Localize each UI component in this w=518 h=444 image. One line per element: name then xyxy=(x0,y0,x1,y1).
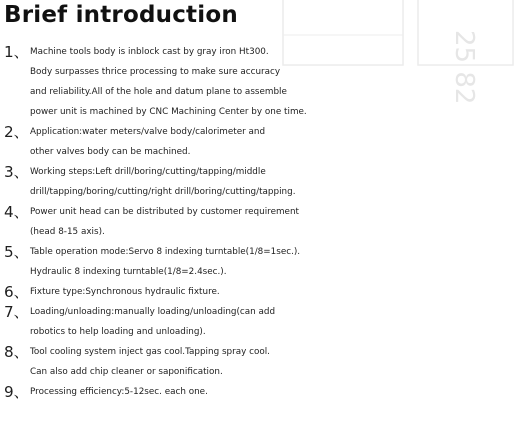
list-item-number: 8、 xyxy=(4,343,29,361)
list-item-text xyxy=(30,202,516,242)
text-line: Hydraulic 8 indexing turntable(1/8=2.4sec.). xyxy=(30,267,227,277)
list-item-number: 6、 xyxy=(4,283,29,301)
list-item-number: 3、 xyxy=(4,163,29,181)
intro-list xyxy=(4,42,516,402)
text-line: Body surpasses thrice processing to make sure accuracy xyxy=(30,67,281,77)
text-line: Machine tools body is inblock cast by gray iron Ht300. xyxy=(30,47,269,57)
list-item xyxy=(4,242,516,282)
list-item-number: 2、 xyxy=(4,123,29,141)
list-item-text xyxy=(30,382,516,402)
list-item-text xyxy=(30,242,516,282)
list-item-text xyxy=(30,302,516,342)
text-line: Power unit head can be distributed by customer requirement xyxy=(30,207,299,217)
list-item-number: 1、 xyxy=(4,43,29,61)
list-item xyxy=(4,162,516,202)
list-item-text xyxy=(30,282,516,302)
text-line: and reliability.All of the hole and datum plane to assemble xyxy=(30,87,287,97)
text-line: Table operation mode:Servo 8 indexing turntable(1/8=1sec.). xyxy=(30,247,301,257)
list-item xyxy=(4,382,516,402)
text-line: Can also add chip cleaner or saponification. xyxy=(30,367,223,377)
list-item xyxy=(4,122,516,162)
text-line: Fixture type:Synchronous hydraulic fixture. xyxy=(30,287,220,297)
list-item xyxy=(4,302,516,342)
list-item-text xyxy=(30,122,516,162)
page-title: Brief introduction xyxy=(4,2,238,28)
text-line: robotics to help loading and unloading). xyxy=(30,327,206,337)
text-line: drill/tapping/boring/cutting/right drill/boring/cutting/tapping. xyxy=(30,187,296,197)
list-item xyxy=(4,202,516,242)
list-item-text xyxy=(30,42,516,122)
text-line: Loading/unloading:manually loading/unloading(can add xyxy=(30,307,276,317)
text-line: Tool cooling system inject gas cool.Tapping spray cool. xyxy=(30,347,270,357)
text-line: other valves body can be machined. xyxy=(30,147,191,157)
list-item xyxy=(4,282,516,302)
list-item-number: 7、 xyxy=(4,303,29,321)
text-line: Application:water meters/valve body/calorimeter and xyxy=(30,127,266,137)
list-item-number: 9、 xyxy=(4,383,29,401)
list-item-number: 5、 xyxy=(4,243,29,261)
text-line: Processing efficiency:5-12sec. each one. xyxy=(30,387,208,397)
list-item xyxy=(4,42,516,122)
text-line: (head 8-15 axis). xyxy=(30,227,105,237)
text-line: Working steps:Left drill/boring/cutting/tapping/middle xyxy=(30,167,266,177)
watermark-text: 25 82 xyxy=(449,30,479,105)
text-line: power unit is machined by CNC Machining Center by one time. xyxy=(30,107,307,117)
list-item-text xyxy=(30,162,516,202)
list-item-text xyxy=(30,342,516,382)
list-item xyxy=(4,342,516,382)
list-item-number: 4、 xyxy=(4,203,29,221)
